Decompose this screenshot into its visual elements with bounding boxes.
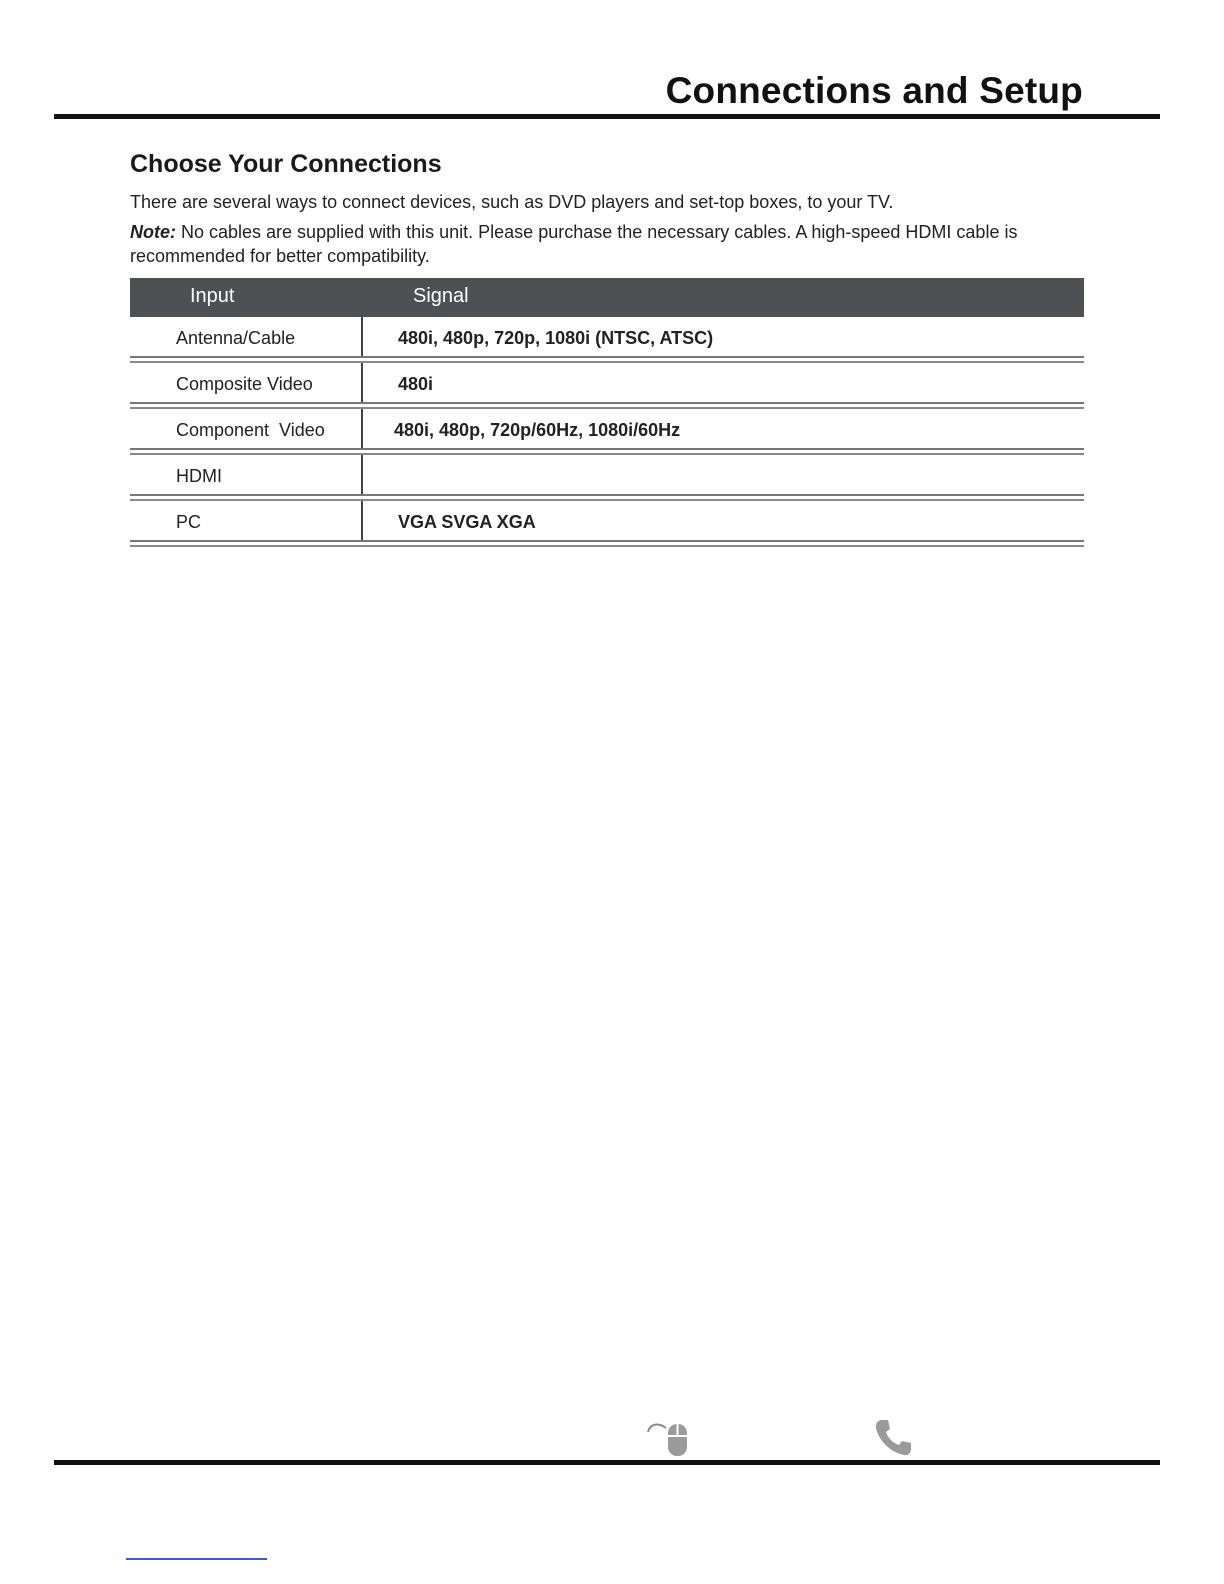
table-row (130, 363, 1084, 404)
table-row (130, 501, 1084, 542)
column-divider (361, 409, 363, 448)
row-input: Antenna/Cable (176, 328, 296, 348)
footer-rule (54, 1460, 1160, 1465)
row-input: Component Video (176, 420, 325, 440)
note-label: Note: (130, 222, 176, 242)
phone-icon (874, 1418, 914, 1463)
table-header (130, 278, 1084, 317)
row-input: Composite Video (176, 374, 313, 394)
page-title: Connections and Setup (665, 70, 1083, 111)
column-divider (361, 363, 363, 402)
table-row (130, 409, 1084, 450)
header-input: Input (190, 285, 235, 307)
note-paragraph (130, 220, 1090, 268)
column-divider (361, 455, 363, 494)
footer-link-underline (126, 1558, 267, 1560)
header-signal: Signal (413, 285, 469, 307)
row-signal: 480i, 480p, 720p, 1080i (NTSC, ATSC) (398, 328, 714, 348)
mouse-icon (646, 1414, 690, 1465)
row-input: PC (176, 512, 202, 532)
intro-paragraph: There are several ways to connect devices, such as DVD players and set-top boxes, to your TV. (130, 192, 894, 212)
row-signal: 480i, 480p, 720p/60Hz, 1080i/60Hz (394, 420, 681, 440)
row-signal: VGA SVGA XGA (398, 512, 536, 532)
section-heading: Choose Your Connections (130, 150, 442, 178)
table-row (130, 317, 1084, 358)
table-row (130, 455, 1084, 496)
signal-table (130, 278, 1084, 547)
note-text: No cables are supplied with this unit. Please purchase the necessary cables. A high-speed HDMI cable is recommended for better compatibility. (130, 222, 1018, 266)
column-divider (361, 317, 363, 356)
row-input: HDMI (176, 466, 222, 486)
row-signal: 480i (398, 374, 434, 394)
column-divider (361, 501, 363, 540)
header-rule (54, 114, 1160, 119)
